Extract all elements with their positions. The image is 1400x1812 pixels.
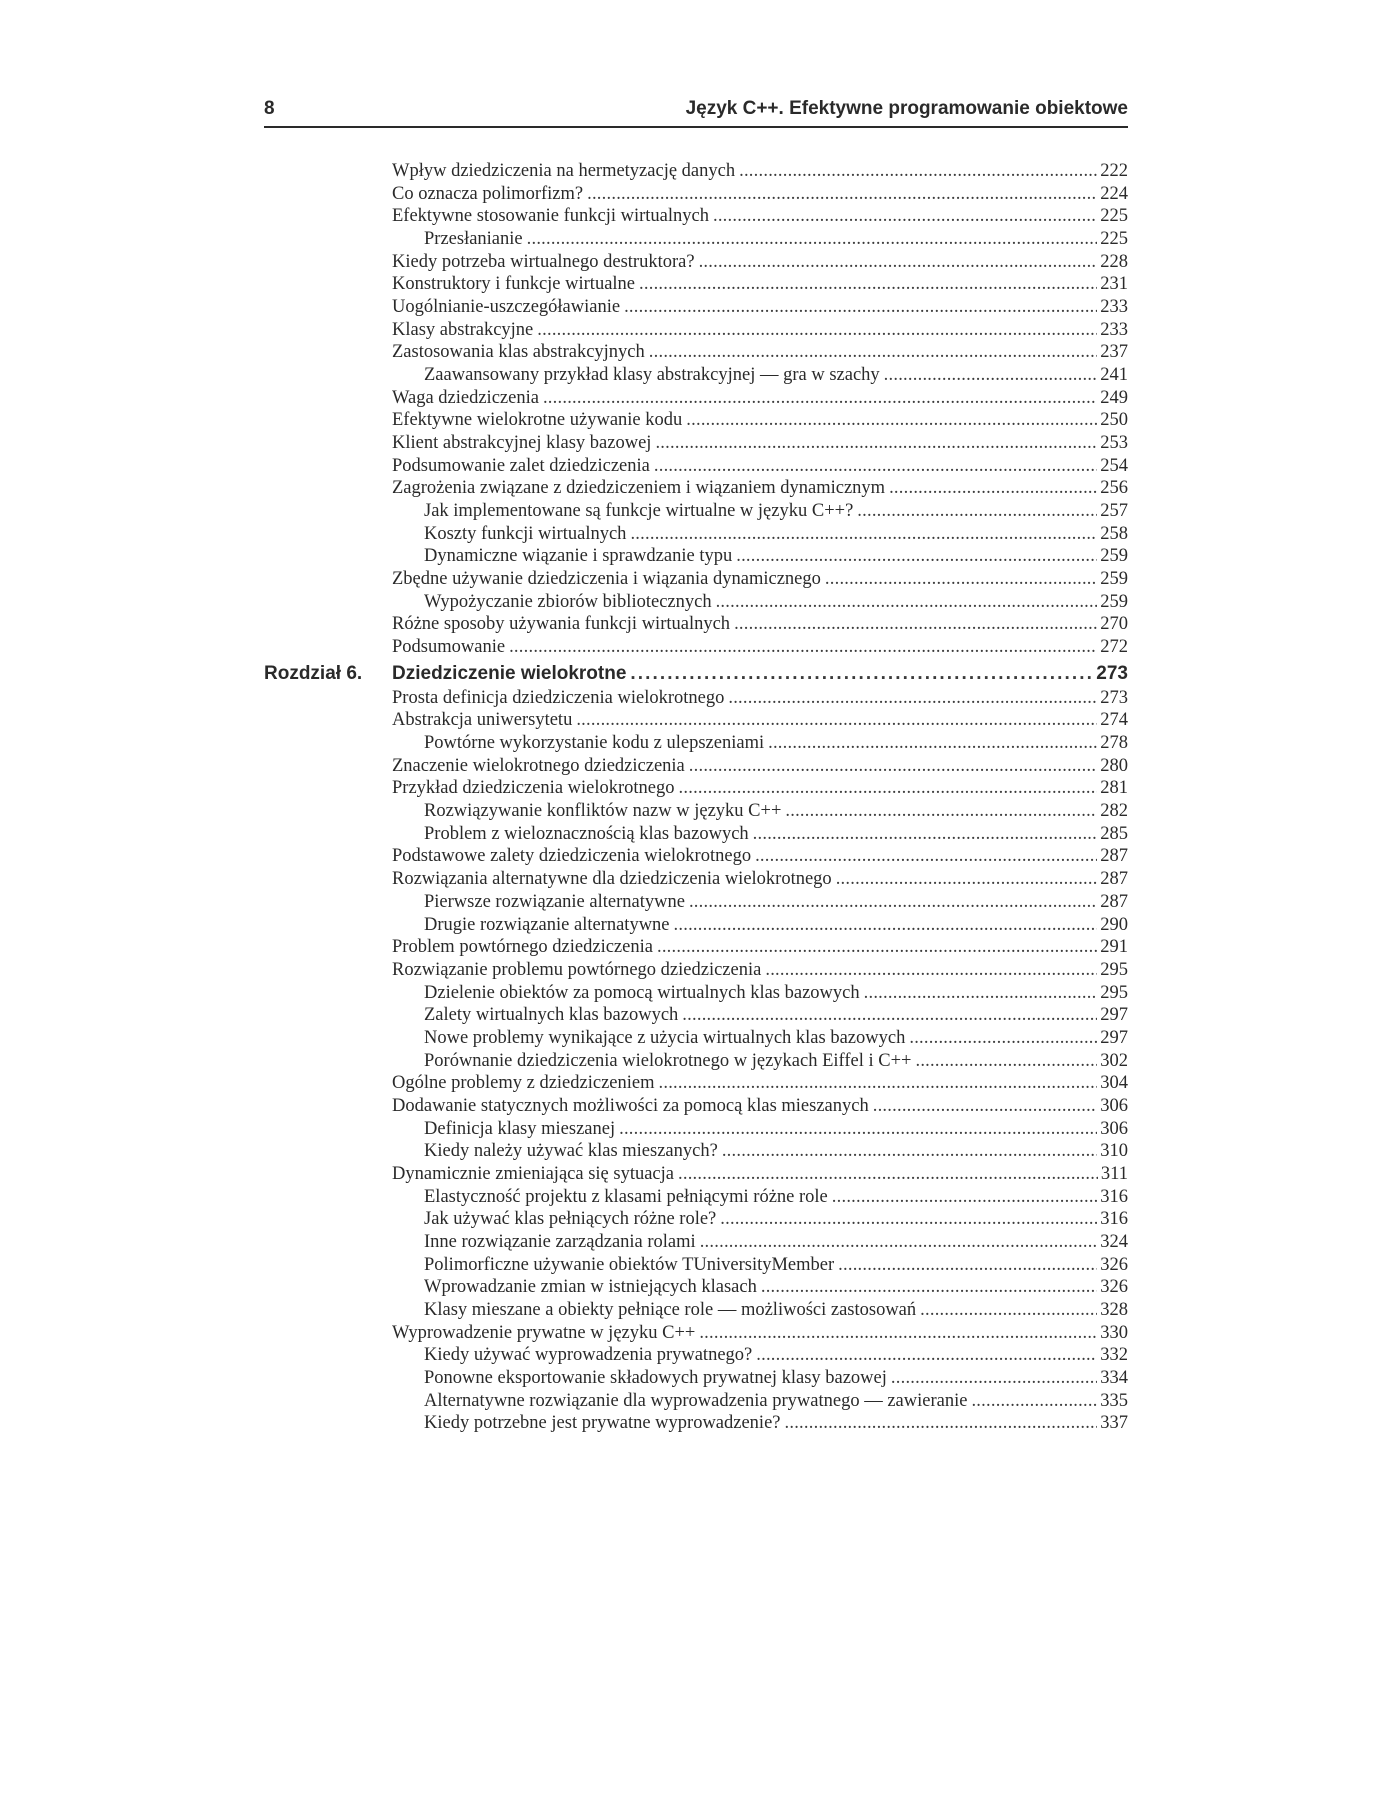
chapter-label: Rozdział 6. [264,662,363,684]
toc-page-number: 273 [1100,687,1128,708]
toc-entry-title: Jak używać klas pełniących różne role? [424,1209,717,1230]
dot-leader [699,251,1098,274]
toc-page-number: 316 [1100,1209,1128,1230]
table-of-contents [264,160,1128,1435]
toc-page-number: 337 [1100,1413,1128,1434]
dot-leader [739,160,1097,183]
toc-entry-title: Zbędne używanie dziedziczenia i wiązania dynamicznego [392,569,821,590]
dot-leader [543,387,1097,410]
toc-entry [264,1367,1128,1390]
toc-entry [264,477,1128,500]
dot-leader [686,409,1097,432]
toc-entry [264,777,1128,800]
toc-entry-title: Wypożyczanie zbiorów bibliotecznych [424,591,712,612]
toc-page-number: 297 [1100,1027,1128,1048]
page-header [264,94,1128,128]
dot-leader [639,273,1097,296]
toc-page-number: 258 [1100,523,1128,544]
toc-page-number: 280 [1100,755,1128,776]
dot-leader [654,455,1097,478]
dot-leader [678,1163,1098,1186]
dot-leader [716,591,1098,614]
dot-leader [674,914,1098,937]
toc-entry [264,455,1128,478]
dot-leader [753,823,1098,846]
toc-page-number: 225 [1100,229,1128,250]
toc-entry [264,982,1128,1005]
dot-leader [509,636,1097,659]
dot-leader [679,777,1098,800]
toc-page-number: 287 [1100,891,1128,912]
toc-entry [264,1050,1128,1073]
toc-entry-title: Podstawowe zalety dziedziczenia wielokrotnego [392,846,752,867]
toc-entry-title: Wprowadzanie zmian w istniejących klasach [424,1277,757,1298]
toc-page-number: 257 [1100,501,1128,522]
dot-leader [720,1208,1097,1231]
toc-page-number: 278 [1100,733,1128,754]
toc-entry [264,1163,1128,1186]
toc-entry-title: Dzielenie obiektów za pomocą wirtualnych klas bazowych [424,982,860,1003]
toc-page-number: 295 [1100,959,1128,980]
dot-leader [624,296,1097,319]
toc-entry [264,1208,1128,1231]
dot-leader [689,891,1097,914]
toc-page-number: 273 [1096,662,1128,684]
toc-entry-title: Wyprowadzenie prywatne w języku C++ [392,1322,696,1343]
dot-leader [920,1299,1097,1322]
toc-page-number: 295 [1100,982,1128,1003]
toc-entry-title: Dziedziczenie wielokrotne [392,662,627,684]
toc-entry [264,732,1128,755]
dot-leader [576,709,1097,732]
toc-entry-title: Kiedy należy używać klas mieszanych? [424,1141,718,1162]
toc-page-number: 326 [1100,1254,1128,1275]
toc-entry-title: Zastosowania klas abstrakcyjnych [392,342,645,363]
toc-entry [264,1095,1128,1118]
toc-entry [264,1027,1128,1050]
dot-leader [755,845,1097,868]
dot-leader [825,568,1097,591]
dot-leader [785,1412,1098,1435]
dot-leader [765,959,1097,982]
dot-leader [728,687,1097,710]
toc-entry-title: Jak implementowane są funkcje wirtualne w języku C++? [424,501,854,522]
toc-entry [264,1118,1128,1141]
toc-entry [264,823,1128,846]
toc-entry-title: Elastyczność projektu z klasami pełniącymi różne role [424,1186,828,1207]
toc-entry-title: Co oznacza polimorfizm? [392,183,584,204]
toc-page-number: 233 [1100,319,1128,340]
toc-page-number: 228 [1100,251,1128,272]
toc-page-number: 282 [1100,801,1128,822]
toc-entry [264,228,1128,251]
toc-entry-title: Alternatywne rozwiązanie dla wyprowadzenia prywatnego — zawieranie [424,1390,968,1411]
dot-leader [734,613,1097,636]
toc-entry-title: Efektywne stosowanie funkcji wirtualnych [392,206,709,227]
toc-entry [264,160,1128,183]
toc-entry [264,591,1128,614]
toc-entry-title: Zaawansowany przykład klasy abstrakcyjnej — gra w szachy [424,365,880,386]
dot-leader [649,341,1097,364]
toc-page-number: 324 [1100,1231,1128,1252]
toc-entry-title: Dodawanie statycznych możliwości za pomocą klas mieszanych [392,1095,869,1116]
toc-entry-title: Zagrożenia związane z dziedziczeniem i wiązaniem dynamicznym [392,478,886,499]
toc-page-number: 310 [1100,1141,1128,1162]
toc-entry-title: Ogólne problemy z dziedziczeniem [392,1073,655,1094]
toc-entry-title: Zalety wirtualnych klas bazowych [424,1005,679,1026]
toc-entry [264,1254,1128,1277]
toc-entry-title: Kiedy używać wyprowadzenia prywatnego? [424,1345,753,1366]
page-number: 8 [264,98,275,119]
toc-page-number: 274 [1100,710,1128,731]
toc-entry [264,1186,1128,1209]
toc-page-number: 291 [1100,937,1128,958]
toc-entry [264,868,1128,891]
toc-entry-title: Znaczenie wielokrotnego dziedziczenia [392,755,685,776]
toc-entry [264,273,1128,296]
dot-leader [891,1367,1097,1390]
toc-entry-title: Problem z wieloznacznością klas bazowych [424,823,749,844]
toc-entry-title: Efektywne wielokrotne używanie kodu [392,410,683,431]
toc-entry [264,613,1128,636]
toc-page-number: 302 [1100,1050,1128,1071]
dot-leader [587,183,1097,206]
toc-entry [264,1004,1128,1027]
toc-entry [264,1072,1128,1095]
dot-leader [537,319,1097,342]
toc-page-number: 222 [1100,161,1128,181]
toc-entry [264,687,1128,710]
dot-leader [713,205,1097,228]
toc-entry-title: Abstrakcja uniwersytetu [392,710,573,731]
toc-entry [264,1390,1128,1413]
dot-leader [761,1276,1097,1299]
dot-leader [659,1072,1098,1095]
toc-entry-title: Uogólnianie-uszczegóławianie [392,297,621,318]
dot-leader [873,1095,1098,1118]
toc-entry-title: Nowe problemy wynikające z użycia wirtualnych klas bazowych [424,1027,906,1048]
toc-entry-title: Przesłanianie [424,229,523,250]
toc-entry-title: Prosta definicja dziedziczenia wielokrotnego [392,687,725,708]
toc-page-number: 334 [1100,1367,1128,1388]
dot-leader [864,982,1098,1005]
toc-page-number: 306 [1100,1118,1128,1139]
toc-entry [264,296,1128,319]
toc-entry-title: Ponowne eksportowanie składowych prywatnej klasy bazowej [424,1367,887,1388]
toc-page-number: 316 [1100,1186,1128,1207]
toc-page-number: 270 [1100,614,1128,635]
toc-entry-title: Waga dziedziczenia [392,387,539,408]
toc-entry [264,755,1128,778]
toc-entry [264,800,1128,823]
dot-leader [768,732,1097,755]
toc-page-number: 241 [1100,365,1128,386]
toc-entry [264,205,1128,228]
dot-leader [700,1231,1098,1254]
dot-leader [756,1344,1097,1367]
dot-leader [909,1027,1097,1050]
dot-leader [689,755,1097,778]
dot-leader [527,228,1098,251]
toc-page-number: 287 [1100,869,1128,890]
toc-entry [264,500,1128,523]
toc-entry-title: Podsumowanie [392,637,506,658]
toc-entry [264,845,1128,868]
toc-page-number: 233 [1100,297,1128,318]
toc-page-number: 326 [1100,1277,1128,1298]
toc-entry [264,319,1128,342]
toc-page-number: 328 [1100,1299,1128,1320]
toc-entry [264,891,1128,914]
toc-entry-title: Kiedy potrzeba wirtualnego destruktora? [392,251,695,272]
toc-entry-title: Rozwiązywanie konfliktów nazw w języku C++ [424,801,782,822]
toc-page-number: 253 [1100,433,1128,454]
dot-leader [699,1322,1097,1345]
dot-leader [832,1186,1097,1209]
toc-entry [264,1140,1128,1163]
toc-page-number: 304 [1100,1073,1128,1094]
toc-page-number: 237 [1100,342,1128,363]
toc-entry [264,364,1128,387]
toc-page-number: 297 [1100,1005,1128,1026]
toc-page-number: 259 [1100,591,1128,612]
toc-entry [264,523,1128,546]
dot-leader [619,1118,1097,1141]
toc-page-number: 225 [1100,206,1128,227]
toc-page-number: 332 [1100,1345,1128,1366]
dot-leader [857,500,1097,523]
dot-leader [736,545,1097,568]
toc-page-number: 231 [1100,274,1128,295]
toc-page-number: 250 [1100,410,1128,431]
dot-leader [630,662,1093,686]
toc-entry [264,387,1128,410]
toc-entry-title: Konstruktory i funkcje wirtualne [392,274,636,295]
dot-leader [884,364,1098,387]
dot-leader [915,1050,1097,1073]
toc-entry-title: Podsumowanie zalet dziedziczenia [392,455,650,476]
toc-entry-title: Kiedy potrzebne jest prywatne wyprowadzenie? [424,1413,781,1434]
toc-entry [264,251,1128,274]
toc-entry [264,636,1128,659]
toc-entry [264,914,1128,937]
toc-page-number: 330 [1100,1322,1128,1343]
toc-entry [264,1276,1128,1299]
toc-page-number: 256 [1100,478,1128,499]
toc-page-number: 249 [1100,387,1128,408]
toc-entry-title: Wpływ dziedziczenia na hermetyzację danych [392,161,736,181]
toc-entry-title: Pierwsze rozwiązanie alternatywne [424,891,685,912]
toc-entry-title: Różne sposoby używania funkcji wirtualnych [392,614,731,635]
toc-page-number: 285 [1100,823,1128,844]
toc-page-number: 311 [1100,1163,1128,1184]
toc-entry [264,1322,1128,1345]
toc-entry-title: Porównanie dziedziczenia wielokrotnego w językach Eiffel i C++ [424,1050,912,1071]
dot-leader [657,936,1097,959]
toc-entry-title: Inne rozwiązanie zarządzania rolami [424,1231,696,1252]
toc-page-number: 224 [1100,183,1128,204]
dot-leader [785,800,1097,823]
toc-page-number: 290 [1100,914,1128,935]
toc-entry [264,1299,1128,1322]
toc-page-number: 259 [1100,569,1128,590]
toc-entry [264,568,1128,591]
running-title: Język C++. Efektywne programowanie obiektowe [685,98,1128,119]
toc-page-number: 281 [1100,778,1128,799]
dot-leader [630,523,1097,546]
toc-entry [264,1344,1128,1367]
dot-leader [889,477,1097,500]
dot-leader [655,432,1097,455]
toc-chapter-entry [264,662,1128,686]
toc-entry-title: Rozwiązanie problemu powtórnego dziedziczenia [392,959,762,980]
toc-page-number: 306 [1100,1095,1128,1116]
toc-page-number: 254 [1100,455,1128,476]
toc-entry [264,545,1128,568]
toc-entry-title: Klasy abstrakcyjne [392,319,534,340]
toc-entry-title: Drugie rozwiązanie alternatywne [424,914,670,935]
toc-entry [264,409,1128,432]
toc-entry [264,183,1128,206]
toc-page-number: 287 [1100,846,1128,867]
toc-page-number: 335 [1100,1390,1128,1411]
toc-entry-title: Rozwiązania alternatywne dla dziedziczenia wielokrotnego [392,869,832,890]
dot-leader [836,868,1098,891]
toc-entry-title: Dynamicznie zmieniająca się sytuacja [392,1163,674,1184]
toc-entry [264,432,1128,455]
toc-entry-title: Definicja klasy mieszanej [424,1118,616,1139]
dot-leader [722,1140,1097,1163]
toc-page-number: 272 [1100,637,1128,658]
toc-entry-title: Klasy mieszane a obiekty pełniące role — możliwości zastosowań [424,1299,917,1320]
toc-entry-title: Dynamiczne wiązanie i sprawdzanie typu [424,546,733,567]
toc-entry-title: Klient abstrakcyjnej klasy bazowej [392,433,652,454]
toc-entry [264,341,1128,364]
toc-entry-title: Polimorficzne używanie obiektów TUniversityMember [424,1254,835,1275]
toc-entry-title: Powtórne wykorzystanie kodu z ulepszeniami [424,733,765,754]
toc-entry [264,709,1128,732]
toc-entry-title: Koszty funkcji wirtualnych [424,523,627,544]
toc-entry [264,936,1128,959]
toc-entry [264,959,1128,982]
toc-entry [264,1231,1128,1254]
dot-leader [838,1254,1097,1277]
toc-entry [264,1412,1128,1435]
toc-entry-title: Problem powtórnego dziedziczenia [392,937,653,958]
dot-leader [971,1390,1097,1413]
toc-page-number: 259 [1100,546,1128,567]
toc-entry-title: Przykład dziedziczenia wielokrotnego [392,778,675,799]
dot-leader [682,1004,1097,1027]
